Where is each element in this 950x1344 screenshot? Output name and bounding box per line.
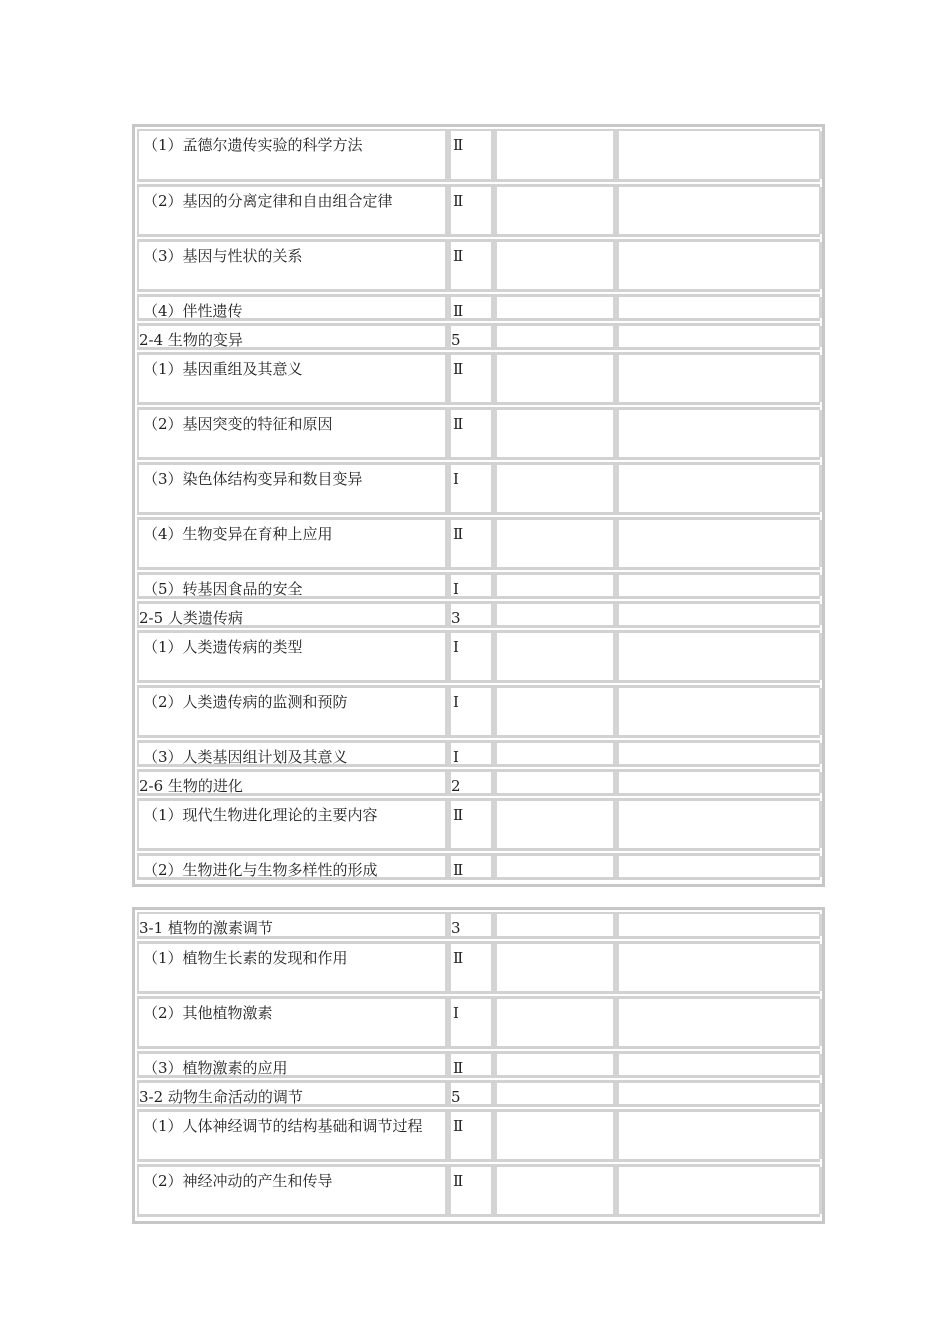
empty-cell	[616, 743, 822, 764]
empty-cell	[494, 688, 616, 735]
requirement-level: Ⅱ	[453, 525, 464, 543]
section-count: 2	[451, 777, 461, 795]
level-cell	[448, 242, 494, 289]
syllabus-table-2	[132, 907, 825, 1224]
topic-label: （1）现代生物进化理论的主要内容	[143, 806, 378, 824]
section-count: 3	[451, 919, 461, 937]
empty-cell	[616, 326, 822, 347]
requirement-level: Ⅰ	[453, 470, 459, 488]
empty-cell	[494, 465, 616, 512]
empty-cell	[494, 999, 616, 1046]
empty-cell	[616, 688, 822, 735]
topic-cell	[137, 187, 448, 234]
empty-cell	[494, 856, 616, 877]
section-row	[137, 769, 820, 796]
empty-cell	[494, 944, 616, 991]
empty-cell	[616, 604, 822, 625]
topic-cell	[137, 944, 448, 991]
empty-cell	[494, 297, 616, 318]
topic-label: （2）基因突变的特征和原因	[143, 415, 333, 433]
table-row	[137, 740, 820, 767]
topic-cell	[137, 131, 448, 179]
empty-cell	[494, 520, 616, 567]
level-cell	[448, 1083, 494, 1104]
requirement-level: Ⅰ	[453, 638, 459, 656]
topic-cell	[137, 242, 448, 289]
section-title: 2-4 生物的变异	[139, 331, 243, 349]
topic-cell	[137, 465, 448, 512]
topic-label: （3）染色体结构变异和数目变异	[143, 470, 363, 488]
topic-cell	[137, 575, 448, 596]
requirement-level: Ⅱ	[453, 1059, 464, 1077]
topic-label: （2）基因的分离定律和自由组合定律	[143, 192, 393, 210]
level-cell	[448, 465, 494, 512]
empty-cell	[616, 856, 822, 877]
table-row	[137, 1109, 820, 1162]
section-title: 3-1 植物的激素调节	[139, 919, 273, 937]
level-cell	[448, 1054, 494, 1075]
topic-label: （2）其他植物激素	[143, 1004, 273, 1022]
topic-cell	[137, 1083, 448, 1104]
topic-cell	[137, 999, 448, 1046]
level-cell	[448, 743, 494, 764]
empty-cell	[494, 743, 616, 764]
empty-cell	[494, 242, 616, 289]
level-cell	[448, 297, 494, 318]
section-title: 2-6 生物的进化	[139, 777, 243, 795]
topic-cell	[137, 1054, 448, 1075]
empty-cell	[494, 633, 616, 680]
empty-cell	[616, 187, 822, 234]
empty-cell	[616, 1112, 822, 1159]
table-row	[137, 239, 820, 292]
empty-cell	[494, 604, 616, 625]
empty-cell	[494, 914, 616, 936]
table-row	[137, 352, 820, 405]
topic-label: （4）伴性遗传	[143, 302, 243, 320]
empty-cell	[616, 355, 822, 402]
empty-cell	[616, 944, 822, 991]
empty-cell	[494, 131, 616, 179]
topic-cell	[137, 297, 448, 318]
topic-cell	[137, 772, 448, 793]
empty-cell	[616, 410, 822, 457]
level-cell	[448, 999, 494, 1046]
empty-cell	[616, 242, 822, 289]
empty-cell	[494, 1083, 616, 1104]
table-row	[137, 996, 820, 1049]
topic-cell	[137, 633, 448, 680]
topic-cell	[137, 743, 448, 764]
requirement-level: Ⅰ	[453, 1004, 459, 1022]
table-row	[137, 572, 820, 599]
topic-label: （3）基因与性状的关系	[143, 247, 303, 265]
level-cell	[448, 326, 494, 347]
table-row	[137, 1164, 820, 1217]
topic-cell	[137, 801, 448, 848]
level-cell	[448, 1112, 494, 1159]
table-row	[137, 129, 820, 182]
topic-cell	[137, 326, 448, 347]
level-cell	[448, 410, 494, 457]
requirement-level: Ⅱ	[453, 949, 464, 967]
level-cell	[448, 688, 494, 735]
level-cell	[448, 187, 494, 234]
topic-cell	[137, 1112, 448, 1159]
requirement-level: Ⅱ	[453, 136, 464, 154]
empty-cell	[616, 1083, 822, 1104]
topic-label: （4）生物变异在育种上应用	[143, 525, 333, 543]
syllabus-table-1	[132, 124, 825, 887]
topic-label: （5）转基因食品的安全	[143, 580, 303, 598]
requirement-level: Ⅱ	[453, 247, 464, 265]
requirement-level: Ⅰ	[453, 748, 459, 766]
section-count: 5	[451, 331, 461, 349]
table-row	[137, 798, 820, 851]
empty-cell	[494, 1054, 616, 1075]
level-cell	[448, 633, 494, 680]
empty-cell	[616, 131, 822, 179]
empty-cell	[616, 520, 822, 567]
requirement-level: Ⅱ	[453, 192, 464, 210]
table-row	[137, 462, 820, 515]
topic-cell	[137, 604, 448, 625]
table-row	[137, 517, 820, 570]
topic-cell	[137, 355, 448, 402]
level-cell	[448, 575, 494, 596]
topic-cell	[137, 410, 448, 457]
empty-cell	[494, 772, 616, 793]
table-row	[137, 630, 820, 683]
empty-cell	[494, 326, 616, 347]
empty-cell	[616, 801, 822, 848]
table-row	[137, 407, 820, 460]
table-row	[137, 853, 820, 880]
topic-label: （2）生物进化与生物多样性的形成	[143, 861, 378, 879]
table-row	[137, 184, 820, 237]
empty-cell	[616, 914, 822, 936]
requirement-level: Ⅱ	[453, 360, 464, 378]
empty-cell	[494, 575, 616, 596]
table-row	[137, 294, 820, 321]
empty-cell	[494, 1167, 616, 1214]
empty-cell	[616, 575, 822, 596]
topic-label: （2）神经冲动的产生和传导	[143, 1172, 333, 1190]
level-cell	[448, 131, 494, 179]
requirement-level: Ⅱ	[453, 302, 464, 320]
requirement-level: Ⅰ	[453, 580, 459, 598]
topic-cell	[137, 688, 448, 735]
topic-cell	[137, 856, 448, 877]
requirement-level: Ⅱ	[453, 1117, 464, 1135]
topic-cell	[137, 1167, 448, 1214]
table-row	[137, 1051, 820, 1078]
section-row	[137, 912, 820, 939]
requirement-level: Ⅱ	[453, 1172, 464, 1190]
topic-label: （1）植物生长素的发现和作用	[143, 949, 348, 967]
empty-cell	[616, 999, 822, 1046]
section-row	[137, 323, 820, 350]
section-row	[137, 1080, 820, 1107]
empty-cell	[616, 1167, 822, 1214]
requirement-level: Ⅰ	[453, 693, 459, 711]
topic-cell	[137, 914, 448, 936]
level-cell	[448, 914, 494, 936]
level-cell	[448, 856, 494, 877]
level-cell	[448, 772, 494, 793]
empty-cell	[616, 633, 822, 680]
empty-cell	[494, 1112, 616, 1159]
topic-label: （1）孟德尔遗传实验的科学方法	[143, 136, 363, 154]
topic-label: （3）人类基因组计划及其意义	[143, 748, 348, 766]
topic-label: （2）人类遗传病的监测和预防	[143, 693, 348, 711]
topic-label: （1）基因重组及其意义	[143, 360, 303, 378]
empty-cell	[616, 465, 822, 512]
table-row	[137, 941, 820, 994]
section-row	[137, 601, 820, 628]
empty-cell	[616, 297, 822, 318]
section-title: 2-5 人类遗传病	[139, 609, 243, 627]
empty-cell	[494, 355, 616, 402]
level-cell	[448, 1167, 494, 1214]
section-count: 3	[451, 609, 461, 627]
requirement-level: Ⅱ	[453, 806, 464, 824]
empty-cell	[494, 410, 616, 457]
level-cell	[448, 801, 494, 848]
level-cell	[448, 604, 494, 625]
section-title: 3-2 动物生命活动的调节	[139, 1088, 303, 1106]
topic-cell	[137, 520, 448, 567]
topic-label: （3）植物激素的应用	[143, 1059, 288, 1077]
table-row	[137, 685, 820, 738]
requirement-level: Ⅱ	[453, 861, 464, 879]
requirement-level: Ⅱ	[453, 415, 464, 433]
level-cell	[448, 355, 494, 402]
empty-cell	[494, 187, 616, 234]
empty-cell	[616, 772, 822, 793]
empty-cell	[494, 801, 616, 848]
topic-label: （1）人类遗传病的类型	[143, 638, 303, 656]
level-cell	[448, 520, 494, 567]
level-cell	[448, 944, 494, 991]
section-count: 5	[451, 1088, 461, 1106]
empty-cell	[616, 1054, 822, 1075]
topic-label: （1）人体神经调节的结构基础和调节过程	[143, 1117, 423, 1135]
